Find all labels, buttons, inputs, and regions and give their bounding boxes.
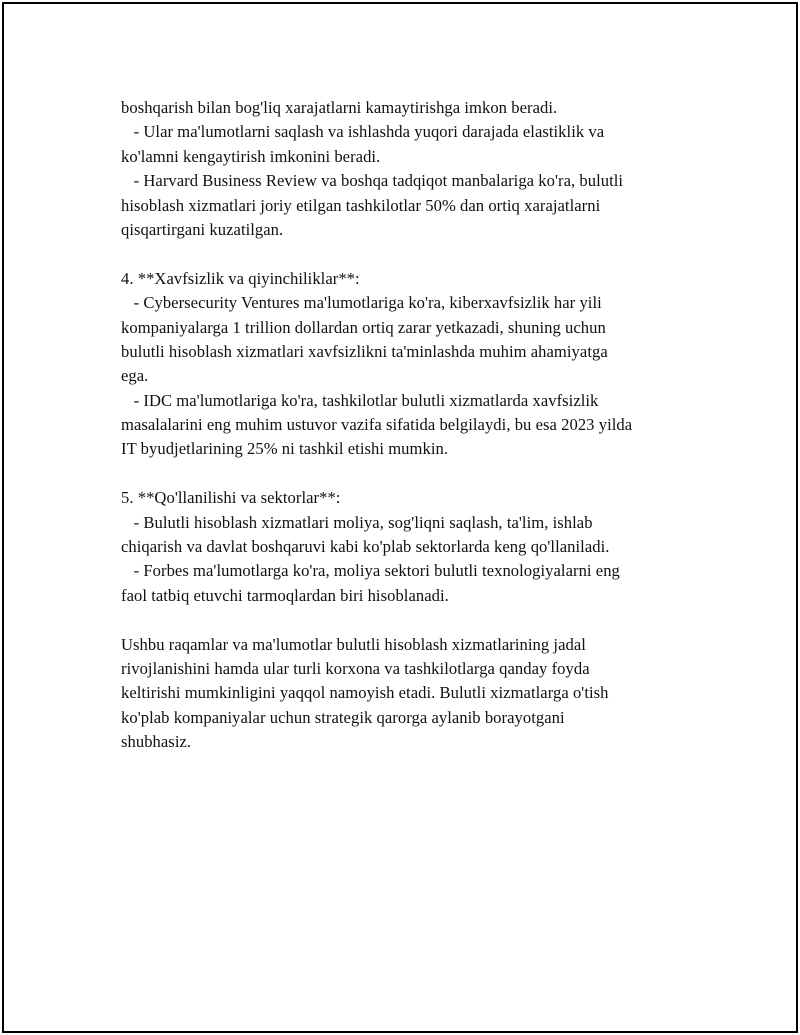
text-line: ega. [121,366,149,386]
text-line: rivojlanishini hamda ular turli korxona va tashkilotlarga qanday foyda [121,658,590,678]
text-line: shubhasiz. [121,732,192,752]
text-line: ko'plab kompaniyalar uchun strategik qarorga aylanib borayotgani [121,707,565,727]
text-line: - IDC ma'lumotlariga ko'ra, tashkilotlar bulutli xizmatlarda xavfsizlik [121,390,599,410]
text-line: - Forbes ma'lumotlarga ko'ra, moliya sektori bulutli texnologiyalarni eng [121,561,620,581]
blank-line [121,242,721,266]
text-line: bulutli hisoblash xizmatlari xavfsizlikni ta'minlashda muhim ahamiyatga [121,341,608,361]
section-heading: 4. **Xavfsizlik va qiyinchiliklar**: [121,268,360,288]
document-body [121,96,721,755]
text-line: faol tatbiq etuvchi tarmoqlardan biri hisoblanadi. [121,585,449,605]
text-line: chiqarish va davlat boshqaruvi kabi ko'plab sektorlarda keng qo'llaniladi. [121,537,610,557]
text-line: masalalarini eng muhim ustuvor vazifa sifatida belgilaydi, bu esa 2023 yilda [121,415,633,435]
text-line: qisqartirgani kuzatilgan. [121,219,284,239]
text-line: - Harvard Business Review va boshqa tadqiqot manbalariga ko'ra, bulutli [121,171,624,191]
text-line: Ushbu raqamlar va ma'lumotlar bulutli hisoblash xizmatlarining jadal [121,634,586,654]
text-line: - Cybersecurity Ventures ma'lumotlariga ko'ra, kiberxavfsizlik har yili [121,293,602,313]
text-line: hisoblash xizmatlari joriy etilgan tashkilotlar 50% dan ortiq xarajatlarni [121,195,601,215]
text-line: - Ular ma'lumotlarni saqlash va ishlashda yuqori darajada elastiklik va [121,122,605,142]
blank-line [121,608,721,632]
text-line: kompaniyalarga 1 trillion dollardan ortiq zarar yetkazadi, shuning uchun [121,317,606,337]
section-heading: 5. **Qo'llanilishi va sektorlar**: [121,488,341,508]
blank-line [121,462,721,486]
text-line: boshqarish bilan bog'liq xarajatlarni kamaytirishga imkon beradi. [121,98,558,117]
text-line: ko'lamni kengaytirish imkonini beradi. [121,146,381,166]
text-line: IT byudjetlarining 25% ni tashkil etishi mumkin. [121,439,449,459]
text-line: - Bulutli hisoblash xizmatlari moliya, sog'liqni saqlash, ta'lim, ishlab [121,512,593,532]
text-line: keltirishi mumkinligini yaqqol namoyish etadi. Bulutli xizmatlarga o'tish [121,683,609,703]
document-page [2,2,798,1033]
